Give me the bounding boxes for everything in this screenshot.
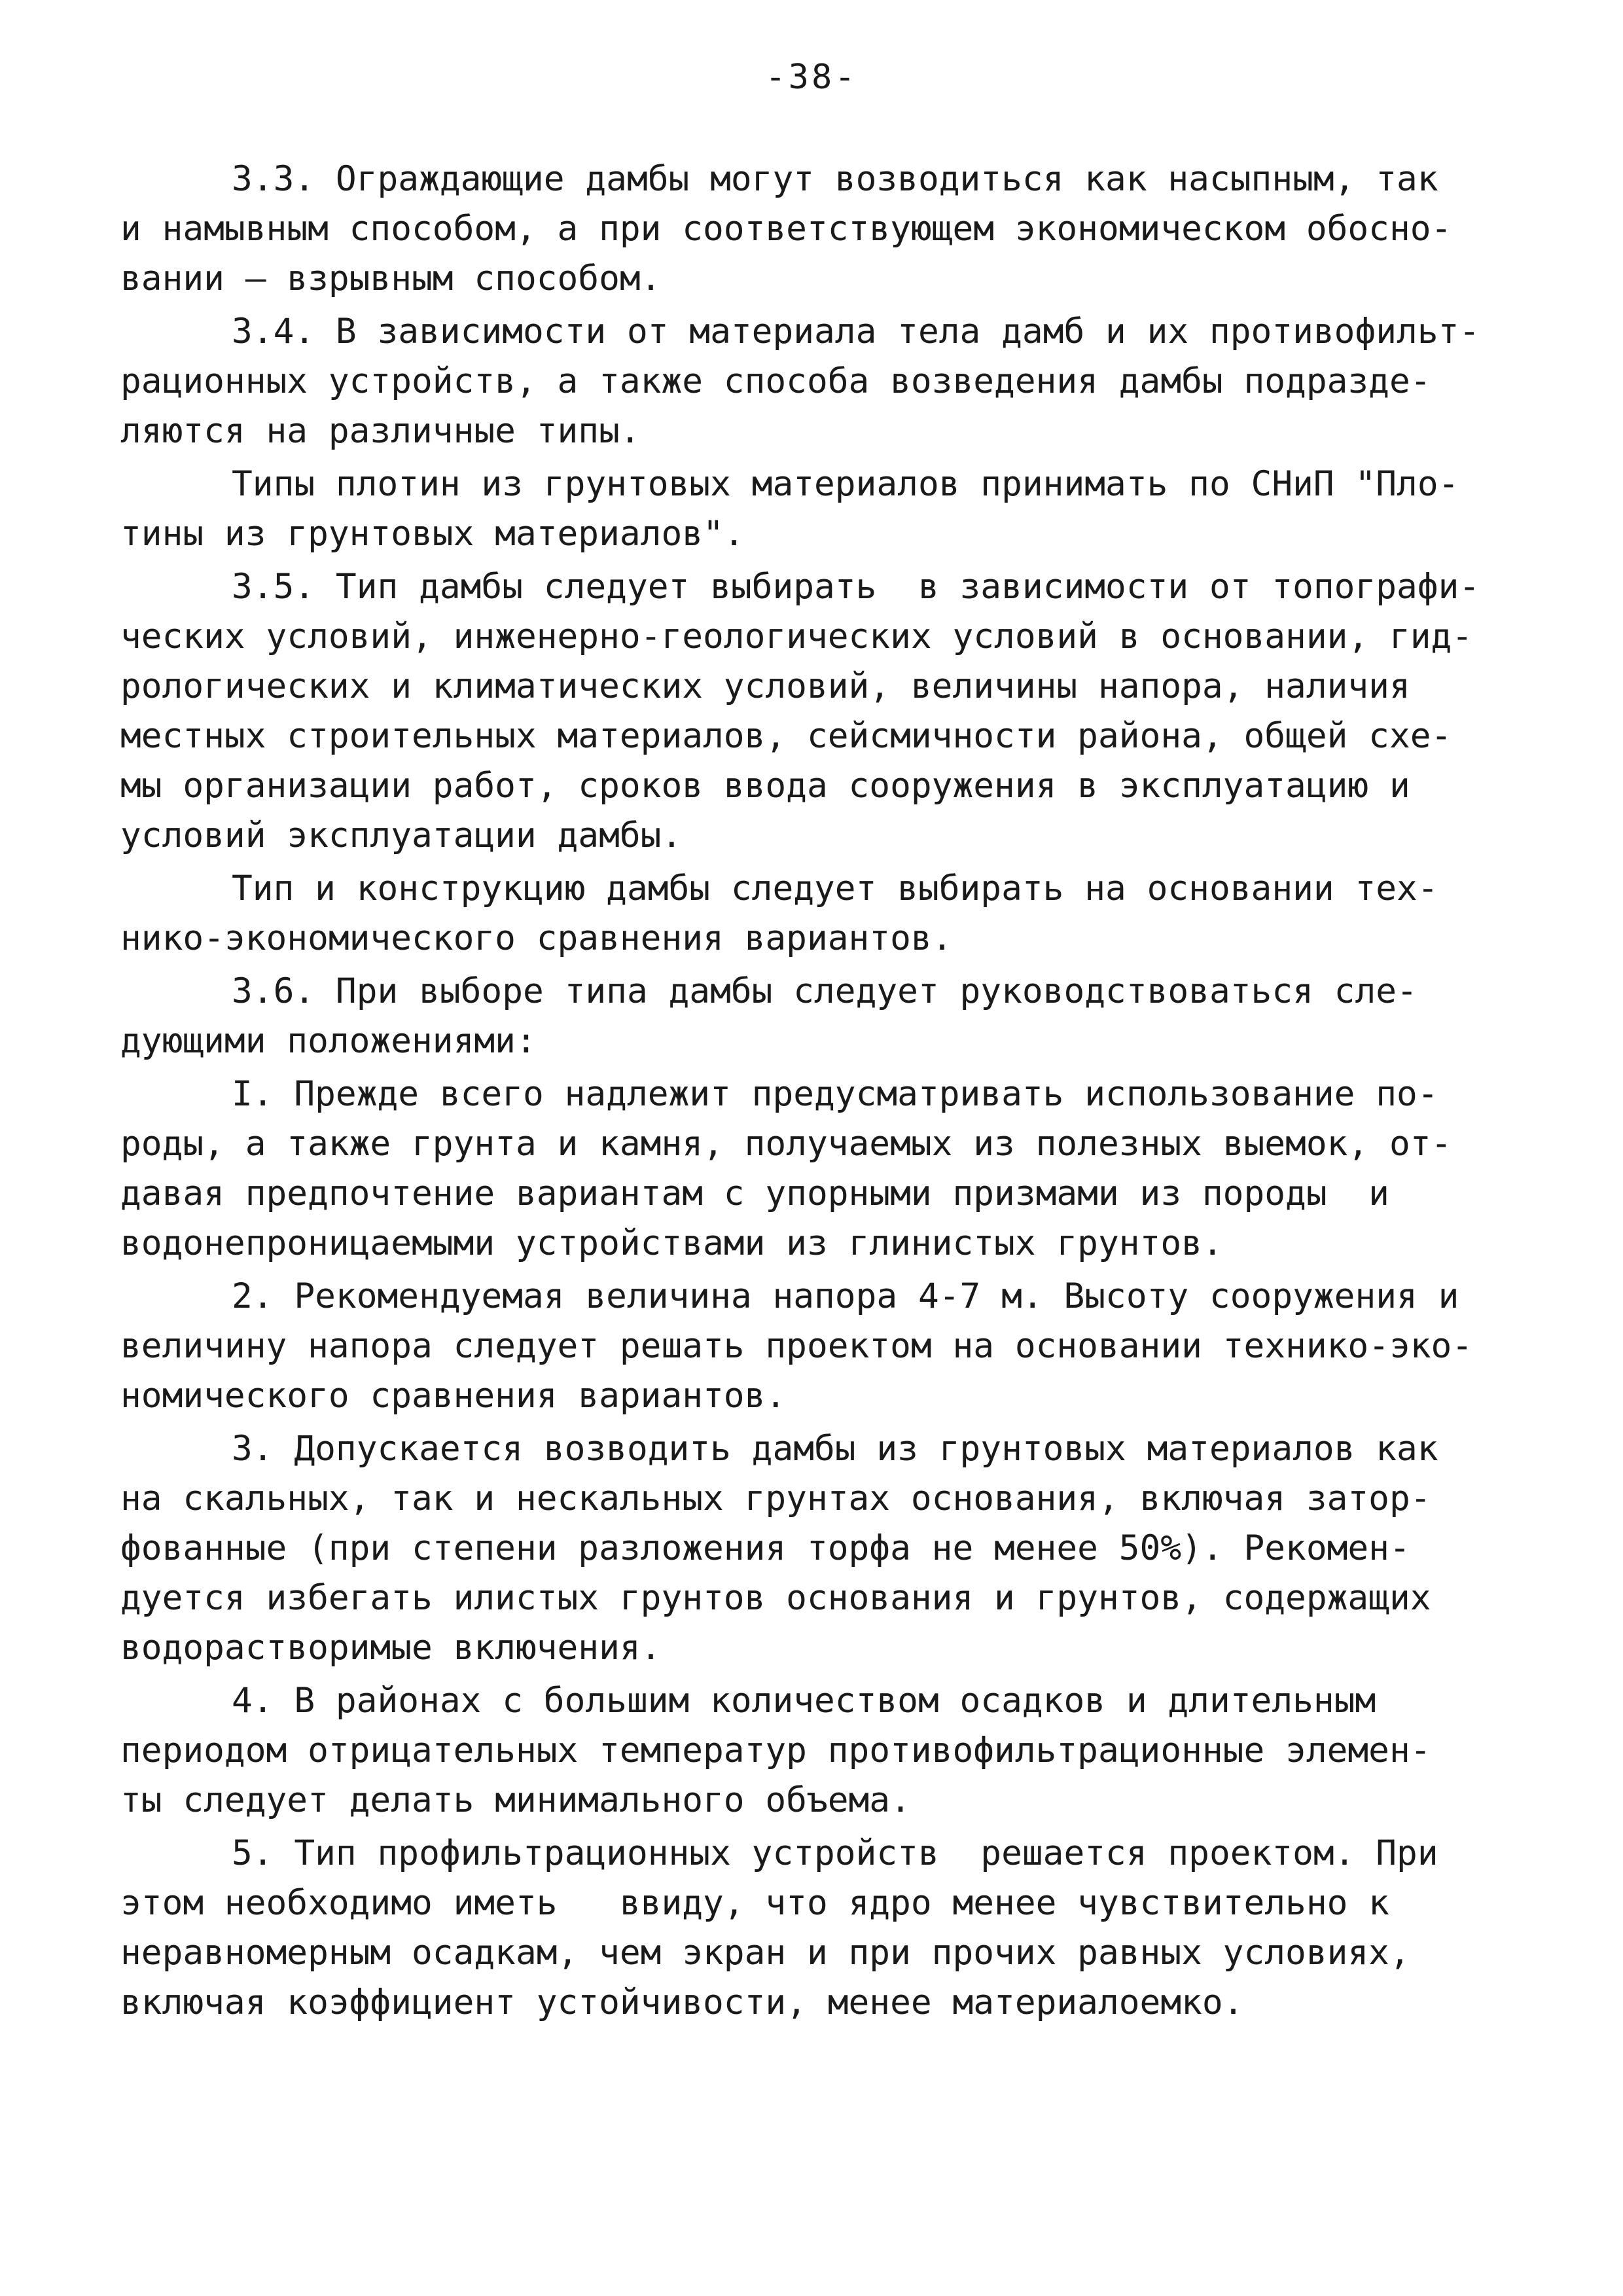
text-line: неравномерным осадкам, чем экран и при прочих равных условиях,	[120, 1933, 1410, 1973]
text-line: 3.4. В зависимости от материала тела дамб и их противофильт-	[232, 312, 1480, 351]
document-body	[120, 154, 1518, 2028]
list-item-1	[120, 1069, 1518, 1268]
text-line: роды, а также грунта и камня, получаемых из полезных выемок, от-	[120, 1124, 1452, 1164]
text-line: номического сравнения вариантов.	[120, 1376, 787, 1416]
text-line: тины из грунтовых материалов".	[120, 514, 745, 554]
text-line: условий эксплуатации дамбы.	[120, 816, 683, 855]
text-line: фованные (при степени разложения торфа не менее 50%). Рекомен-	[120, 1528, 1410, 1568]
text-line: 4. В районах с большим количеством осадков и длительным	[232, 1681, 1376, 1721]
text-line: ческих условий, инженерно-геологических условий в основании, гид-	[120, 617, 1473, 656]
text-line: мы организации работ, сроков ввода сооружения в эксплуатацию и	[120, 766, 1410, 806]
paragraph-type-and-construction	[120, 864, 1518, 963]
text-line: 3.3. Ограждающие дамбы могут возводиться как насыпным, так	[232, 159, 1438, 199]
text-line: давая предпочтение вариантам с упорными призмами из породы и	[120, 1174, 1389, 1213]
text-line: рационных устройств, а также способа возведения дамбы подразде-	[120, 361, 1431, 401]
paragraph-3-3	[120, 154, 1518, 304]
text-line: периодом отрицательных температур противофильтрационные элемен-	[120, 1731, 1431, 1770]
text-line: I. Прежде всего надлежит предусматривать использование по-	[232, 1074, 1438, 1114]
text-line: 2. Рекомендуемая величина напора 4-7 м. Высоту сооружения и	[232, 1276, 1459, 1316]
text-line: нико-экономического сравнения вариантов.	[120, 918, 953, 958]
text-line: величину напора следует решать проектом на основании технико-эко-	[120, 1326, 1473, 1366]
text-line: водонепроницаемыми устройствами из глинистых грунтов.	[120, 1223, 1223, 1263]
text-line: 3.5. Тип дамбы следует выбирать в зависимости от топографи-	[232, 567, 1480, 607]
list-item-4	[120, 1676, 1518, 1825]
text-line: вании – взрывным способом.	[120, 259, 662, 298]
list-item-5	[120, 1829, 1518, 2028]
text-line: и намывным способом, а при соответствующем экономическом обосно-	[120, 209, 1452, 249]
paragraph-3-5	[120, 562, 1518, 861]
paragraph-3-4	[120, 307, 1518, 456]
page-number: -38-	[765, 58, 858, 97]
text-line: 3.6. При выборе типа дамбы следует руководствоваться сле-	[232, 971, 1418, 1011]
text-line: рологических и климатических условий, величины напора, наличия	[120, 666, 1410, 706]
text-line: водорастворимые включения.	[120, 1628, 662, 1668]
paragraph-3-6	[120, 967, 1518, 1066]
list-item-2	[120, 1272, 1518, 1421]
text-line: включая коэффициент устойчивости, менее материалоемко.	[120, 1982, 1244, 2022]
text-line: местных строительных материалов, сейсмичности района, общей схе-	[120, 716, 1452, 756]
text-line: ты следует делать минимального объема.	[120, 1780, 911, 1820]
text-line: 3. Допускается возводить дамбы из грунтовых материалов как	[232, 1429, 1438, 1469]
text-line: на скальных, так и нескальных грунтах основания, включая затор-	[120, 1479, 1431, 1518]
paragraph-dam-types-reference	[120, 459, 1518, 559]
text-line: дующими положениями:	[120, 1021, 537, 1061]
text-line: ляются на различные типы.	[120, 411, 641, 451]
text-line: 5. Тип профильтрационных устройств решается проектом. При	[232, 1833, 1438, 1873]
text-line: этом необходимо иметь ввиду, что ядро менее чувствительно к	[120, 1883, 1389, 1923]
text-line: Тип и конструкцию дамбы следует выбирать на основании тех-	[232, 869, 1438, 908]
text-line: Типы плотин из грунтовых материалов принимать по СНиП "Пло-	[232, 464, 1459, 504]
text-line: дуется избегать илистых грунтов основания и грунтов, содержащих	[120, 1578, 1431, 1618]
list-item-3	[120, 1424, 1518, 1673]
